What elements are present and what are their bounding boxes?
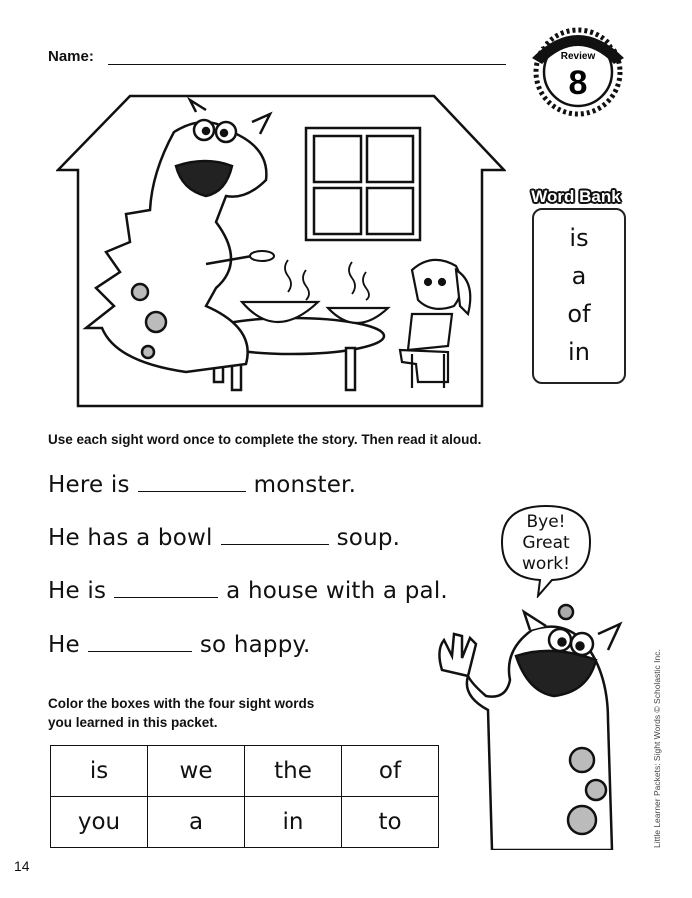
badge-number: 8 (568, 64, 588, 102)
sentence-after: a house with a pal. (226, 578, 448, 604)
sight-word-grid (50, 745, 439, 848)
sentence-after: soup. (336, 525, 401, 551)
monster-house-illustration (56, 92, 506, 412)
bubble-line-2: Great (522, 533, 570, 553)
grid-cell[interactable]: the (245, 746, 342, 797)
word-bank-word: is (569, 224, 589, 252)
grid-cell[interactable]: of (342, 746, 439, 797)
grid-cell[interactable]: a (148, 797, 245, 848)
answer-blank[interactable] (138, 491, 246, 492)
sentence-before: He is (48, 578, 107, 604)
word-bank-word: a (571, 262, 587, 290)
window (306, 128, 420, 240)
name-label: Name: (48, 48, 94, 65)
sentence-before: He (48, 632, 80, 658)
answer-blank[interactable] (114, 597, 218, 598)
story-instructions: Use each sight word once to complete the story. Then read it aloud. (48, 432, 482, 447)
answer-blank[interactable] (88, 651, 192, 652)
grid-row (51, 746, 439, 797)
answer-blank[interactable] (221, 544, 329, 545)
story-sentence-2 (48, 525, 400, 551)
sentence-before: Here is (48, 472, 130, 498)
grid-cell[interactable]: is (51, 746, 148, 797)
word-bank-word: of (567, 300, 591, 328)
story-sentence-3 (48, 578, 448, 604)
bubble-line-3: work! (522, 554, 570, 574)
grid-cell[interactable]: you (51, 797, 148, 848)
waving-monster (432, 600, 632, 850)
word-bank-word: in (568, 338, 590, 366)
sentence-after: so happy. (199, 632, 311, 658)
copyright-credit: Little Learner Packets: Sight Words © Scholastic Inc. (652, 649, 662, 848)
badge-title: SIGHT WORDS 1 (534, 16, 622, 50)
color-instructions-line-2: you learned in this packet. (48, 715, 218, 730)
word-bank-title: Word Bank (531, 187, 621, 206)
name-line[interactable] (108, 64, 506, 65)
grid-cell[interactable]: to (342, 797, 439, 848)
story-sentence-1 (48, 472, 356, 498)
page-number: 14 (14, 858, 30, 874)
grid-cell[interactable]: in (245, 797, 342, 848)
badge-subtitle: Review (560, 51, 596, 62)
bubble-line-1: Bye! (526, 512, 566, 532)
grid-row (51, 797, 439, 848)
sentence-before: He has a bowl (48, 525, 213, 551)
story-sentence-4 (48, 632, 311, 658)
grid-cell[interactable]: we (148, 746, 245, 797)
sentence-after: monster. (253, 472, 357, 498)
word-bank-box (532, 208, 626, 384)
review-badge (516, 14, 636, 118)
color-instructions-line-1: Color the boxes with the four sight words (48, 696, 315, 711)
